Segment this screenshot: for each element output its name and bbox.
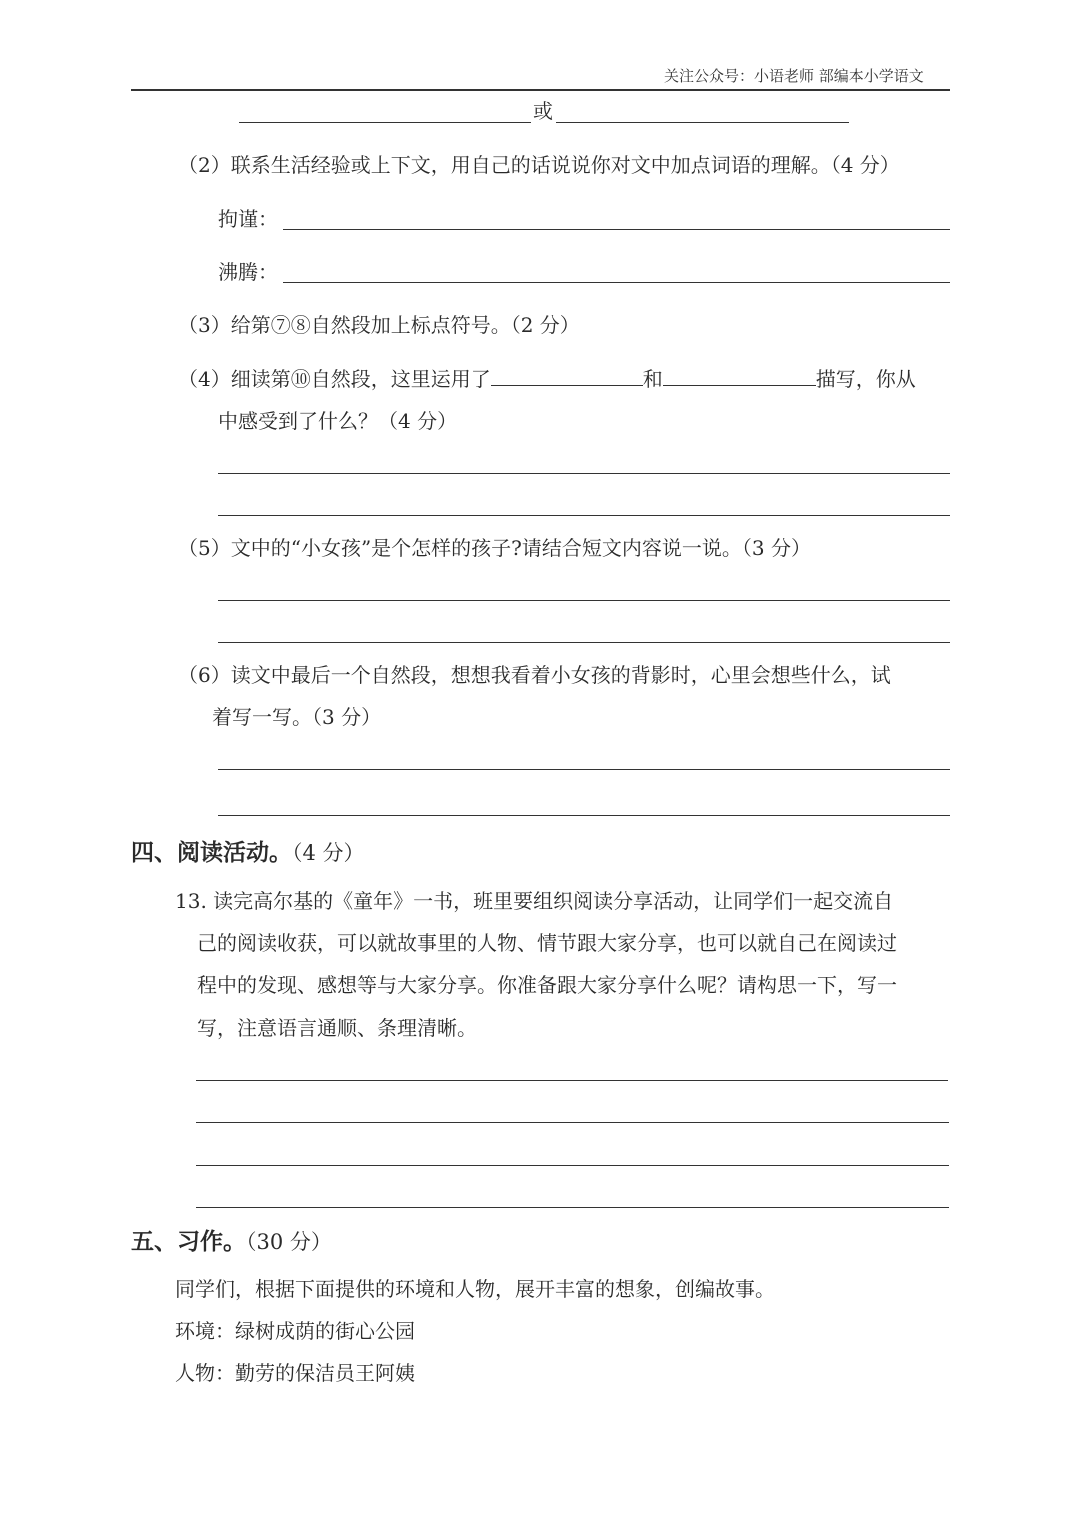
question-13-line-3: 程中的发现、感想等与大家分享。你准备跟大家分享什么呢？请构思一下，写一 (197, 973, 897, 997)
answer-line (556, 122, 849, 123)
header-rule (131, 89, 950, 91)
question-13-line-2: 己的阅读收获，可以就故事里的人物、情节跟大家分享，也可以就自己在阅读过 (197, 931, 897, 955)
section-5-points: （30 分） (246, 1230, 332, 1254)
page-header: 关注公众号：小语老师 部编本小学语文 (664, 67, 924, 85)
answer-line (196, 1122, 949, 1123)
answer-line (218, 642, 950, 643)
answer-line (218, 815, 950, 816)
question-4-part-3: 描写，你从 (815, 367, 916, 391)
question-4-part-1: （4）细读第⑩自然段，这里运用了 (178, 367, 491, 391)
answer-line (196, 1207, 949, 1208)
answer-line (218, 473, 950, 474)
answer-line (196, 1080, 948, 1081)
question-4-line-1 (178, 365, 916, 392)
connector-text: 或 (533, 99, 553, 123)
question-13-line-1: 13. 读完高尔基的《童年》一书，班里要组织阅读分享活动，让同学们一起交流自 (175, 889, 894, 913)
question-5-prompt: （5）文中的“小女孩”是个怎样的孩子?请结合短文内容说一说。（3 分） (178, 536, 811, 560)
section-5-heading (131, 1227, 332, 1257)
question-13-line-4: 写，注意语言通顺、条理清晰。 (197, 1016, 477, 1040)
section-4-points: （4 分） (292, 841, 365, 865)
answer-line (283, 282, 950, 283)
answer-line (283, 229, 950, 230)
section-4-title: 四、阅读活动。 (131, 840, 292, 866)
word-label-1: 拘谨： (218, 207, 278, 231)
answer-line (196, 1165, 949, 1166)
question-2-prompt: （2）联系生活经验或上下文，用自己的话说说你对文中加点词语的理解。（4 分） (178, 153, 900, 177)
section-5-title: 五、习作。 (131, 1229, 246, 1255)
writing-environment: 环境：绿树成荫的街心公园 (175, 1319, 415, 1343)
question-6-line-1: （6）读文中最后一个自然段，想想我看着小女孩的背影时，心里会想些什么，试 (178, 663, 891, 687)
writing-character: 人物：勤劳的保洁员王阿姨 (175, 1361, 415, 1385)
question-4-line-2: 中感受到了什么？（4 分） (218, 409, 458, 433)
question-4-part-2: 和 (642, 367, 663, 391)
answer-line (239, 122, 531, 123)
writing-instruction: 同学们，根据下面提供的环境和人物，展开丰富的想象，创编故事。 (175, 1277, 775, 1301)
section-4-heading (131, 838, 365, 868)
word-label-2: 沸腾： (218, 260, 278, 284)
answer-line (218, 600, 950, 601)
question-6-line-2: 着写一写。（3 分） (212, 705, 382, 729)
question-3-prompt: （3）给第⑦⑧自然段加上标点符号。（2 分） (178, 313, 580, 337)
answer-line (218, 515, 950, 516)
fill-blank-2[interactable] (663, 365, 816, 386)
answer-line (218, 769, 950, 770)
fill-blank-1[interactable] (491, 365, 643, 386)
